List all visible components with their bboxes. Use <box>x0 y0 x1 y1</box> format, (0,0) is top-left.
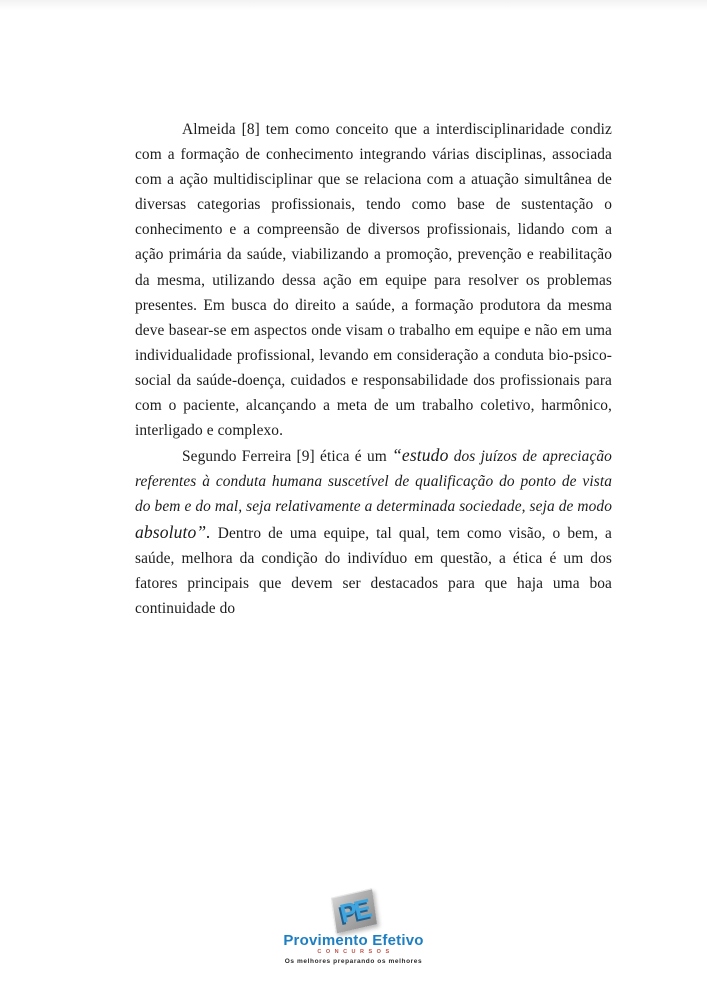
paragraph-1-text: Almeida [8] tem como conceito que a interdisciplinaridade condiz com a formação de conhecimento integrando várias disciplinas, associada com a ação multidisciplinar que se relaciona com a atuação simultânea de diversas categorias profissionais, tendo como base de sustentação o conhecimento e a compreensão de diversos profissionais, lidando com a ação primária da saúde, viabilizando a promoção, prevenção e reabilitação da mesma, utilizando dessa ação em equipe para resolver os problemas presentes. Em busca do direito a saúde, a formação produtora da mesma deve basear-se em aspectos onde visam o trabalho em equipe e não em uma individualidade profissional, levando em consideração a conduta bio-psico-social da saúde-doença, cuidados e responsabilidade dos profissionais para com o paciente, alcançando a meta de um trabalho coletivo, harmônico, interligado e complexo. <box>135 121 612 440</box>
body-text <box>135 117 612 621</box>
pe-monogram-icon <box>331 888 377 933</box>
brand-logo <box>254 893 454 965</box>
paragraph-2-continuation: Dentro de uma equipe, tal qual, tem como visão, o bem, a saúde, melhora da condição do indivíduo em questão, a ética é um dos fatores principais que devem ser destacados para que haja uma boa continuidade do <box>135 524 612 617</box>
quote-closing-word: absoluto”. <box>135 521 211 542</box>
paragraph-2-intro: Segundo Ferreira [9] ética é um <box>182 448 393 466</box>
paragraph-interdisciplinaridade <box>135 117 612 443</box>
quote-body: dos juízos de apreciação referentes à conduta humana suscetível de qualificação do ponto de vista do bem e do mal, seja relativamente a determinada sociedade, seja de modo <box>135 448 612 516</box>
logo-brand-name: Provimento Efetivo <box>283 932 424 949</box>
scan-artifact-strip <box>0 0 707 10</box>
logo-tagline: Os melhores preparando os melhores <box>284 957 423 965</box>
quote-opening-word: “estudo <box>392 445 449 466</box>
pe-monogram-letters: PE <box>336 893 371 929</box>
logo-subtitle: CONCURSOS <box>317 949 394 955</box>
paragraph-etica <box>135 443 612 621</box>
